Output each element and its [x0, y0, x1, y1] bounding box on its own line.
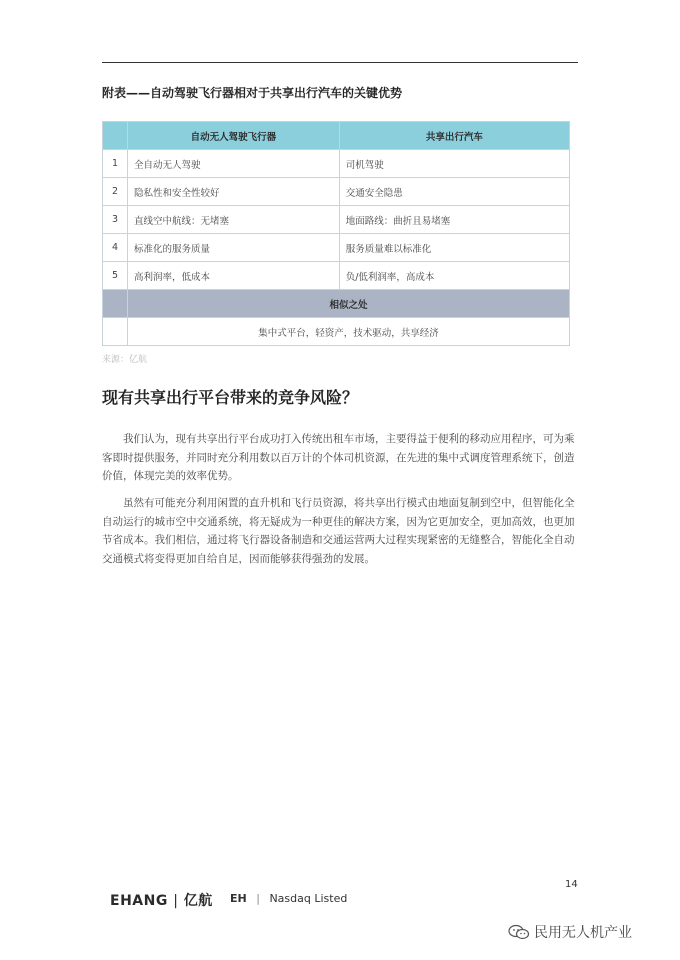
- row-col-a: 标准化的服务质量: [128, 234, 340, 262]
- paragraph-1: 我们认为，现有共享出行平台成功打入传统出租车市场，主要得益于便利的移动应用程序，可为乘客即时提供服务，并同时充分利用数以百万计的个体司机资源，在先进的集中式调度管理系统下，创造价值，体现完美的效率优势。: [102, 433, 575, 482]
- row-num: 3: [103, 206, 128, 234]
- table-row: [103, 234, 570, 262]
- row-col-b: 地面路线：曲折且易堵塞: [339, 206, 569, 234]
- listing-info: [230, 892, 347, 905]
- similar-num-cell: [103, 290, 128, 318]
- wechat-watermark: [508, 922, 632, 942]
- similar-header: 相似之处: [128, 290, 570, 318]
- source-note: 来源：亿航: [102, 355, 148, 365]
- header-rule: [102, 62, 578, 63]
- header-col-b: 共享出行汽车: [339, 122, 569, 150]
- row-col-a: 直线空中航线：无堵塞: [128, 206, 340, 234]
- row-col-a: 隐私性和安全性较好: [128, 178, 340, 206]
- table-row: [103, 206, 570, 234]
- row-num: 5: [103, 262, 128, 290]
- similar-value: 集中式平台，轻资产，技术驱动，共享经济: [128, 318, 570, 346]
- table-header-row: [103, 122, 570, 150]
- ticker: EH: [230, 892, 247, 905]
- row-num: 2: [103, 178, 128, 206]
- section-title: 现有共享出行平台带来的竞争风险？: [102, 388, 359, 407]
- table-title: 附表——自动驾驶飞行器相对于共享出行汽车的关键优势: [102, 86, 403, 100]
- row-col-b: 司机驾驶: [339, 150, 569, 178]
- similar-value-num-cell: [103, 318, 128, 346]
- listing-separator: |: [256, 892, 260, 905]
- table-row: [103, 262, 570, 290]
- table-row: [103, 178, 570, 206]
- comparison-table: [102, 121, 570, 346]
- row-col-a: 全自动无人驾驶: [128, 150, 340, 178]
- row-num: 4: [103, 234, 128, 262]
- exchange-listed: Nasdaq Listed: [269, 892, 348, 905]
- row-num: 1: [103, 150, 128, 178]
- similar-value-row: [103, 318, 570, 346]
- row-col-a: 高利润率，低成本: [128, 262, 340, 290]
- header-num-cell: [103, 122, 128, 150]
- page-number: 14: [565, 879, 578, 890]
- logo-text-cn: 亿航: [183, 893, 213, 909]
- table-row: [103, 150, 570, 178]
- similar-header-row: [103, 290, 570, 318]
- wechat-icon: [508, 924, 530, 940]
- row-col-b: 负/低利润率，高成本: [339, 262, 569, 290]
- logo-separator: |: [173, 893, 179, 909]
- ehang-logo: [110, 890, 213, 910]
- paragraph-2: 虽然有可能充分利用闲置的直升机和飞行员资源，将共享出行模式由地面复制到空中，但智能化全自动运行的城市空中交通系统，将无疑成为一种更佳的解决方案，因为它更加安全，更加高效，也更加节省成本。我们相信，通过将飞行器设备制造和交通运营两大过程实现紧密的无缝整合，智能化全自动交通模式将变得更加自给自足，因而能够获得强劲的发展。: [102, 497, 575, 565]
- watermark-text: 民用无人机产业: [534, 925, 632, 941]
- row-col-b: 交通安全隐患: [339, 178, 569, 206]
- row-col-b: 服务质量难以标准化: [339, 234, 569, 262]
- header-col-a: 自动无人驾驶飞行器: [128, 122, 340, 150]
- logo-text-en: EHANG: [110, 893, 168, 909]
